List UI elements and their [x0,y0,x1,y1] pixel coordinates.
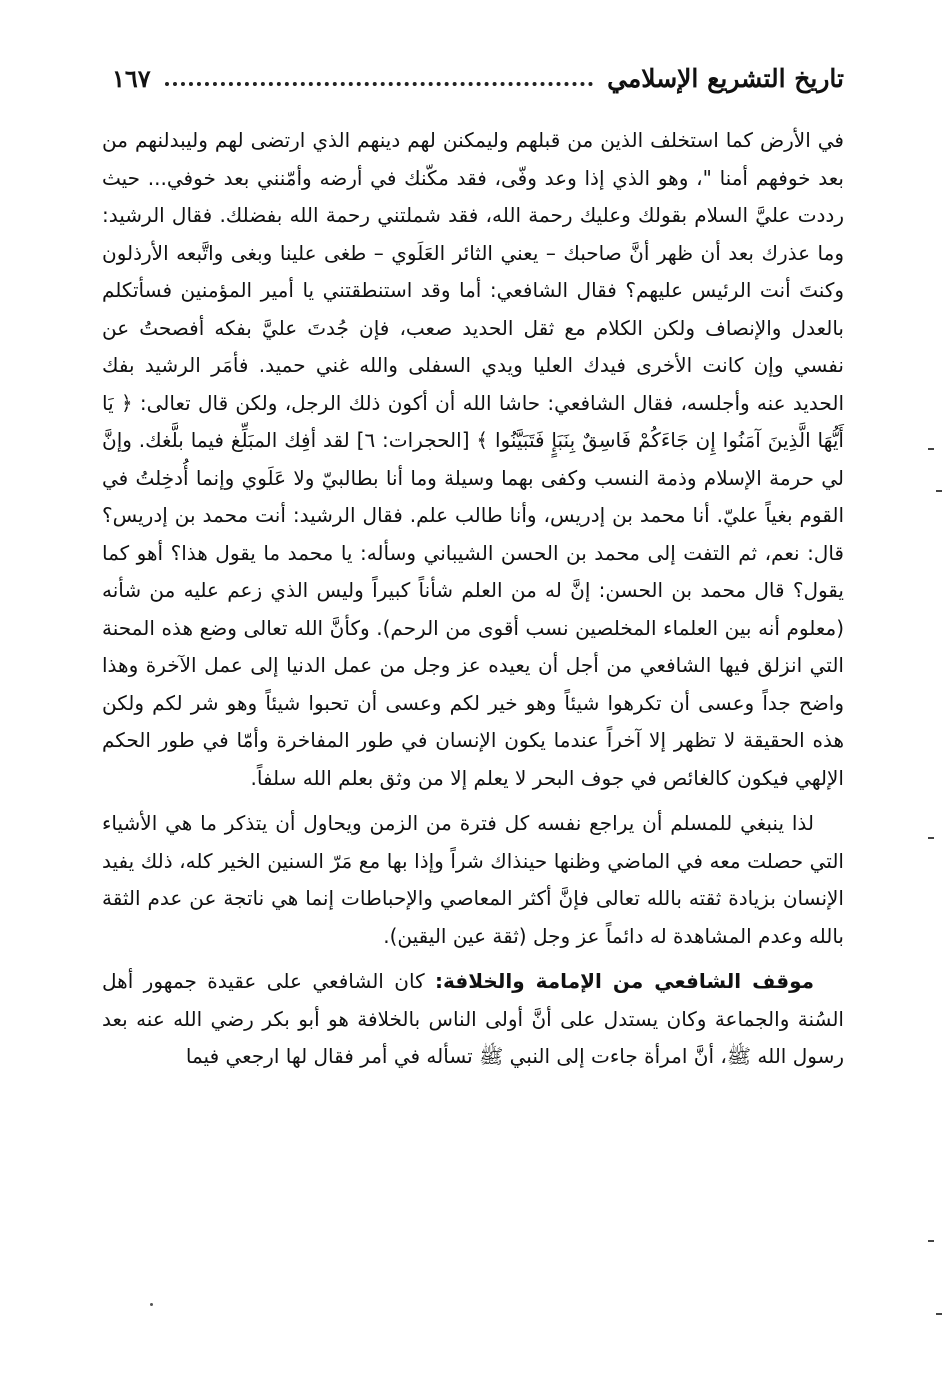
margin-mark [928,1240,934,1242]
paragraph-1 [102,122,844,797]
header-dotted-leader [165,82,593,86]
scan-speck [150,1303,153,1306]
page-number: ١٦٧ [112,63,151,93]
paragraph-3-text: كان الشافعي على عقيدة جمهور أهل السُنة والجماعة وكان يستدل على أنَّ أولى الناس بالخلافة هو أبو بكر رضي الله عنه بعد رسول الله ﷺ، أنَّ امرأة جاءت إلى النبي ﷺ تسأله في أمر فقال لها ارجعي فيما [102,969,844,1068]
paragraph-3 [102,963,844,1076]
section-heading: موقف الشافعي من الإمامة والخلافة: [435,969,814,993]
body-text [102,122,844,1084]
margin-mark [936,1313,942,1315]
running-header [112,56,844,100]
paragraph-2 [102,805,844,955]
margin-mark [928,448,934,450]
margin-mark [928,837,934,839]
margin-mark [936,490,942,492]
paragraph-1-text: في الأرض كما استخلف الذين من قبلهم وليمكنن لهم دينهم الذي ارتضى لهم وليبدلنهم من بعد خوفهم أمنا "، وهو الذي إذا وعد وفّى، فقد مكّنك في أرضه وأمّنني بعد خوفي... حيث رددت عليَّ السلام بقولك وعليك رحمة الله، فقد شملتني رحمة الله بفضلك. فقال الرشيد: وما عذرك بعد أن ظهر أنَّ صاحبك – يعني الثائر العَلَوي – طغى علينا وبغى واتَّبعه الأرذلون وكنتَ أنت الرئيس عليهم؟ فقال الشافعي: أما وقد استنطقتني يا أمير المؤمنين فسأتكلم بالعدل والإنصاف ولكن الكلام مع ثقل الحديد صعب، فإن جُدتَ عليَّ بفكه أفصحتُ عن نفسي وإن كانت الأخرى فيدك العليا ويدي السفلى والله غني حميد. فأمَر الرشيد بفك الحديد عنه وأجلسه، فقال الشافعي: حاشا الله أن أكون ذلك الرجل، ولكن قال تعالى: ﴿ يَا أَيُّهَا الَّذِينَ آمَنُوا إِن جَاءَكُمْ فَاسِقٌ بِنَبَإٍ فَتَبَيَّنُوا ﴾ [الحجرات: ٦] لقد أفِك المبَلِّغ فيما بلَّغك. وإنَّ لي حرمة الإسلام وذمة النسب وكفى بهما وسيلة وما أنا بطالبيّ ولا عَلَوي وإنما أُدخِلتُ في القوم بغياً عليّ. أنا محمد بن إدريس، وأنا طالب علم. فقال الرشيد: أنت محمد بن إدريس؟ قال: نعم، ثم التفت إلى محمد بن الحسن الشيباني وسأله: يا محمد ما يقول هذا؟ أهو كما يقول؟ قال محمد بن الحسن: إنَّ له من العلم شأناً كبيراً وليس الذي زعم عليه من شأنه (معلوم أنه بين العلماء المخلصين نسب أقوى من الرحم). وكأنَّ الله تعالى وضع هذه المحنة التي انزلق فيها الشافعي من أجل أن يعيده عز وجل من عمل الدنيا إلى عمل الآخرة وهذا واضح جداً وعسى أن تكرهوا شيئاً وهو خير لكم وعسى أن تحبوا شيئاً وهو شر لكم ولكن هذه الحقيقة لا تظهر إلا آخراً عندما يكون الإنسان في طور المفاخرة وأمّا في طور الحكم الإلهي فيكون كالغائص في جوف البحر لا يعلم إلا من وثق بعلم الله سلفاً. [102,128,844,790]
header-title: تاريخ التشريع الإسلامي [607,63,844,93]
paragraph-2-text: لذا ينبغي للمسلم أن يراجع نفسه كل فترة من الزمن ويحاول أن يتذكر ما هي الأشياء التي حصلت معه في الماضي وظنها حينذاك شراً وإذا بها مع مَرّ السنين الخير كله، ذلك يفيد الإنسان بزيادة ثقته بالله تعالى فإنَّ أكثر المعاصي والإحباطات إنما هي ناتجة عن عدم الثقة بالله وعدم المشاهدة له دائماً عز وجل (ثقة عين اليقين). [102,811,844,948]
